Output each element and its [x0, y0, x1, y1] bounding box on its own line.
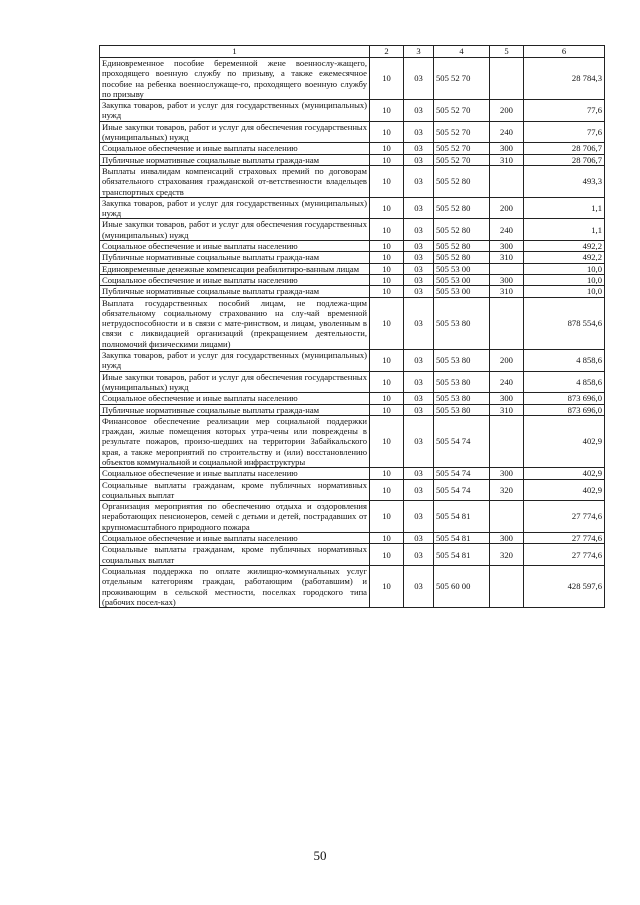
expense-type-code: 300: [490, 393, 524, 404]
target-item-code: 505 60 00: [434, 565, 490, 607]
table-row: [100, 100, 605, 122]
table-row: [100, 241, 605, 252]
subsection-code: 03: [404, 252, 434, 263]
expense-type-code: [490, 165, 524, 197]
page-number: 50: [313, 848, 327, 863]
table-row: [100, 263, 605, 274]
subsection-code: 03: [404, 371, 434, 393]
table-header-row: [100, 46, 605, 58]
expense-type-code: 240: [490, 371, 524, 393]
table-row: [100, 297, 605, 349]
table-row: [100, 544, 605, 566]
subsection-code: 03: [404, 350, 434, 372]
amount: 402,9: [524, 415, 605, 467]
table-row: [100, 219, 605, 241]
target-item-code: 505 53 80: [434, 350, 490, 372]
table-row: [100, 565, 605, 607]
expense-type-code: 200: [490, 350, 524, 372]
subsection-code: 03: [404, 219, 434, 241]
subsection-code: 03: [404, 479, 434, 501]
expense-type-code: [490, 501, 524, 533]
amount: 28 706,7: [524, 154, 605, 165]
table-row: [100, 252, 605, 263]
section-code: 10: [370, 544, 404, 566]
target-item-code: 505 54 74: [434, 468, 490, 479]
amount: 402,9: [524, 468, 605, 479]
section-code: 10: [370, 393, 404, 404]
target-item-code: 505 52 70: [434, 154, 490, 165]
row-description: Социальные выплаты гражданам, кроме публичных нормативных социальных выплат: [100, 479, 370, 501]
target-item-code: 505 52 80: [434, 165, 490, 197]
row-description: Публичные нормативные социальные выплаты гражда-нам: [100, 286, 370, 297]
row-description: Социальное обеспечение и иные выплаты населению: [100, 143, 370, 154]
row-description: Выплата государственных пособий лицам, не подлежа-щим обязательному социальному страхованию на слу-чай временной нетрудоспособности и в связи с мате-ринством, и лицам, уволенным в связи с ликвидацией организаций (прекращением деятельности, полномочий физическими лицами): [100, 297, 370, 349]
target-item-code: 505 53 80: [434, 393, 490, 404]
amount: 493,3: [524, 165, 605, 197]
row-description: Иные закупки товаров, работ и услуг для обеспечения государственных (муниципальных) нужд: [100, 219, 370, 241]
table-row: [100, 286, 605, 297]
section-code: 10: [370, 219, 404, 241]
amount: 27 774,6: [524, 544, 605, 566]
expense-type-code: 320: [490, 544, 524, 566]
amount: 28 706,7: [524, 143, 605, 154]
table-row: [100, 58, 605, 100]
expense-type-code: 310: [490, 252, 524, 263]
subsection-code: 03: [404, 286, 434, 297]
amount: 77,6: [524, 121, 605, 143]
target-item-code: 505 53 00: [434, 286, 490, 297]
amount: 4 858,6: [524, 350, 605, 372]
subsection-code: 03: [404, 533, 434, 544]
target-item-code: 505 53 00: [434, 263, 490, 274]
section-code: 10: [370, 297, 404, 349]
section-code: 10: [370, 533, 404, 544]
section-code: 10: [370, 565, 404, 607]
expense-type-code: 300: [490, 143, 524, 154]
table-row: [100, 501, 605, 533]
expense-type-code: 310: [490, 404, 524, 415]
table-row: [100, 154, 605, 165]
target-item-code: 505 53 80: [434, 404, 490, 415]
target-item-code: 505 52 80: [434, 197, 490, 219]
row-description: Закупка товаров, работ и услуг для государственных (муниципальных) нужд: [100, 100, 370, 122]
subsection-code: 03: [404, 100, 434, 122]
expense-type-code: 310: [490, 154, 524, 165]
subsection-code: 03: [404, 263, 434, 274]
header-cell: 5: [490, 46, 524, 58]
header-cell: 3: [404, 46, 434, 58]
section-code: 10: [370, 154, 404, 165]
table-row: [100, 165, 605, 197]
table-row: [100, 468, 605, 479]
table-row: [100, 121, 605, 143]
row-description: Социальные выплаты гражданам, кроме публичных нормативных социальных выплат: [100, 544, 370, 566]
amount: 878 554,6: [524, 297, 605, 349]
expense-type-code: [490, 415, 524, 467]
section-code: 10: [370, 143, 404, 154]
amount: 28 784,3: [524, 58, 605, 100]
header-cell: 6: [524, 46, 605, 58]
budget-table: [99, 45, 605, 608]
table-row: [100, 415, 605, 467]
target-item-code: 505 52 80: [434, 241, 490, 252]
row-description: Выплаты инвалидам компенсаций страховых премий по договорам обязательного страхования гражданской от-ветственности владельцев транспортных средств: [100, 165, 370, 197]
row-description: Социальное обеспечение и иные выплаты населению: [100, 241, 370, 252]
table-row: [100, 393, 605, 404]
section-code: 10: [370, 241, 404, 252]
subsection-code: 03: [404, 274, 434, 285]
target-item-code: 505 53 80: [434, 371, 490, 393]
table-row: [100, 350, 605, 372]
row-description: Организация мероприятия по обеспечению отдыха и оздоровления неработающих пенсионеров, семей с детьми и детей, пострадавших от крупномасштабного природного пожара: [100, 501, 370, 533]
row-description: Финансовое обеспечение реализации мер социальной поддержки граждан, жилые помещения которых утра-чены или повреждены в результате пожаров, произо-шедших на территории Забайкальского края, а также мероприятий по строительству и (или) восстановлению объектов коммунальной и социальной инфраструктуры: [100, 415, 370, 467]
row-description: Закупка товаров, работ и услуг для государственных (муниципальных) нужд: [100, 197, 370, 219]
amount: 492,2: [524, 252, 605, 263]
amount: 873 696,0: [524, 404, 605, 415]
section-code: 10: [370, 263, 404, 274]
subsection-code: 03: [404, 143, 434, 154]
table-row: [100, 274, 605, 285]
section-code: 10: [370, 252, 404, 263]
target-item-code: 505 54 81: [434, 544, 490, 566]
expense-type-code: 300: [490, 274, 524, 285]
amount: 10,0: [524, 263, 605, 274]
row-description: Единовременное пособие беременной жене военнослу-жащего, проходящего военную службу по призыву, а также ежемесячное пособие на ребенка военнослужаще-го, проходящего военную службу по призыву: [100, 58, 370, 100]
subsection-code: 03: [404, 544, 434, 566]
section-code: 10: [370, 286, 404, 297]
section-code: 10: [370, 274, 404, 285]
subsection-code: 03: [404, 197, 434, 219]
target-item-code: 505 52 70: [434, 143, 490, 154]
subsection-code: 03: [404, 404, 434, 415]
section-code: 10: [370, 100, 404, 122]
section-code: 10: [370, 479, 404, 501]
row-description: Публичные нормативные социальные выплаты гражда-нам: [100, 252, 370, 263]
budget-table-body: [100, 46, 605, 608]
amount: 27 774,6: [524, 533, 605, 544]
row-description: Единовременные денежные компенсации реабилитиро-ванным лицам: [100, 263, 370, 274]
subsection-code: 03: [404, 468, 434, 479]
row-description: Социальное обеспечение и иные выплаты населению: [100, 274, 370, 285]
table-row: [100, 533, 605, 544]
target-item-code: 505 53 00: [434, 274, 490, 285]
amount: 27 774,6: [524, 501, 605, 533]
section-code: 10: [370, 350, 404, 372]
subsection-code: 03: [404, 297, 434, 349]
table-row: [100, 197, 605, 219]
subsection-code: 03: [404, 415, 434, 467]
amount: 10,0: [524, 286, 605, 297]
table-row: [100, 371, 605, 393]
target-item-code: 505 52 80: [434, 252, 490, 263]
expense-type-code: 240: [490, 121, 524, 143]
expense-type-code: 300: [490, 241, 524, 252]
expense-type-code: 320: [490, 479, 524, 501]
amount: 402,9: [524, 479, 605, 501]
section-code: 10: [370, 197, 404, 219]
expense-type-code: [490, 297, 524, 349]
table-row: [100, 479, 605, 501]
target-item-code: 505 52 80: [434, 219, 490, 241]
subsection-code: 03: [404, 501, 434, 533]
subsection-code: 03: [404, 565, 434, 607]
subsection-code: 03: [404, 121, 434, 143]
target-item-code: 505 54 74: [434, 479, 490, 501]
subsection-code: 03: [404, 241, 434, 252]
target-item-code: 505 54 81: [434, 501, 490, 533]
expense-type-code: [490, 263, 524, 274]
row-description: Закупка товаров, работ и услуг для государственных (муниципальных) нужд: [100, 350, 370, 372]
table-row: [100, 404, 605, 415]
expense-type-code: 240: [490, 219, 524, 241]
expense-type-code: [490, 58, 524, 100]
section-code: 10: [370, 415, 404, 467]
amount: 1,1: [524, 219, 605, 241]
amount: 77,6: [524, 100, 605, 122]
subsection-code: 03: [404, 393, 434, 404]
target-item-code: 505 54 74: [434, 415, 490, 467]
amount: 492,2: [524, 241, 605, 252]
row-description: Иные закупки товаров, работ и услуг для обеспечения государственных (муниципальных) нужд: [100, 371, 370, 393]
row-description: Публичные нормативные социальные выплаты гражда-нам: [100, 154, 370, 165]
target-item-code: 505 52 70: [434, 121, 490, 143]
row-description: Социальная поддержка по оплате жилищно-коммунальных услуг отдельным категориям граждан, работающим (работавшим) и проживающим в сельской местности, поселках городского типа (рабочих посел-ках): [100, 565, 370, 607]
section-code: 10: [370, 404, 404, 415]
amount: 10,0: [524, 274, 605, 285]
table-row: [100, 143, 605, 154]
target-item-code: 505 53 80: [434, 297, 490, 349]
header-cell: 2: [370, 46, 404, 58]
section-code: 10: [370, 121, 404, 143]
subsection-code: 03: [404, 165, 434, 197]
expense-type-code: 300: [490, 468, 524, 479]
expense-type-code: 200: [490, 100, 524, 122]
target-item-code: 505 54 81: [434, 533, 490, 544]
section-code: 10: [370, 371, 404, 393]
section-code: 10: [370, 165, 404, 197]
subsection-code: 03: [404, 154, 434, 165]
row-description: Иные закупки товаров, работ и услуг для обеспечения государственных (муниципальных) нужд: [100, 121, 370, 143]
amount: 873 696,0: [524, 393, 605, 404]
section-code: 10: [370, 501, 404, 533]
expense-type-code: 300: [490, 533, 524, 544]
subsection-code: 03: [404, 58, 434, 100]
row-description: Социальное обеспечение и иные выплаты населению: [100, 468, 370, 479]
amount: 4 858,6: [524, 371, 605, 393]
section-code: 10: [370, 58, 404, 100]
header-cell: 4: [434, 46, 490, 58]
row-description: Социальное обеспечение и иные выплаты населению: [100, 533, 370, 544]
expense-type-code: [490, 565, 524, 607]
target-item-code: 505 52 70: [434, 58, 490, 100]
amount: 428 597,6: [524, 565, 605, 607]
section-code: 10: [370, 468, 404, 479]
row-description: Публичные нормативные социальные выплаты гражда-нам: [100, 404, 370, 415]
row-description: Социальное обеспечение и иные выплаты населению: [100, 393, 370, 404]
header-cell: 1: [100, 46, 370, 58]
target-item-code: 505 52 70: [434, 100, 490, 122]
expense-type-code: 310: [490, 286, 524, 297]
expense-type-code: 200: [490, 197, 524, 219]
amount: 1,1: [524, 197, 605, 219]
